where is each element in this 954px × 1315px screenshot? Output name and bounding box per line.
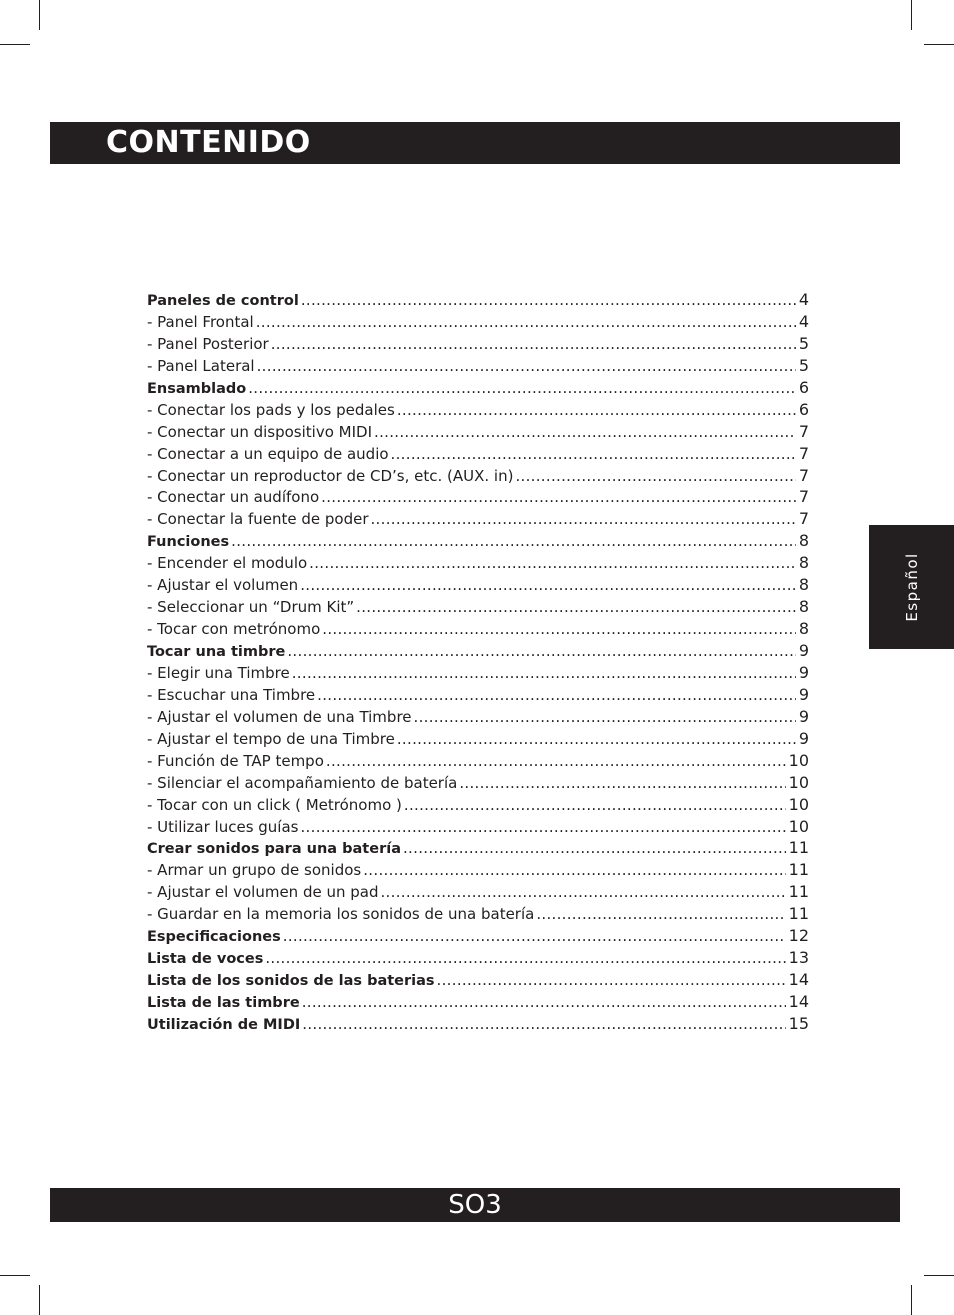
toc-entry [147,925,809,947]
toc-entry-title: - Utilizar luces guías [147,817,299,836]
toc-entry [147,816,809,838]
toc-entry-page: 7 [798,443,809,463]
toc-entry-page: 5 [798,333,809,353]
toc-dot-leader [397,400,796,422]
toc-entry-title: - Silenciar el acompañamiento de batería [147,773,458,792]
toc-entry-page: 7 [798,487,809,507]
crop-mark [924,1275,954,1276]
toc-entry [147,794,809,816]
toc-entry [147,728,809,750]
toc-entry-page: 11 [788,860,809,880]
toc-entry-title: - Conectar un reproductor de CD’s, etc. (AUX. in) [147,466,514,485]
toc-entry [147,706,809,728]
toc-entry-title: Especificaciones [147,929,281,946]
toc-entry-title: Funciones [147,534,230,551]
toc-dot-leader [414,707,796,729]
toc-entry-page: 10 [788,794,809,814]
toc-entry [147,618,809,640]
toc-entry-page: 9 [798,706,809,726]
toc-entry [147,1013,809,1035]
toc-dot-leader [231,531,796,553]
toc-entry-title: - Escuchar una Timbre [147,685,316,704]
toc-entry-title: - Elegir una Timbre [147,663,290,682]
toc-entry-title: Tocar una timbre [147,644,286,660]
toc-entry [147,969,809,991]
crop-mark [911,0,912,30]
toc-dot-leader [292,663,796,685]
toc-entry [147,596,809,618]
toc-entry [147,465,809,487]
toc-entry-title: - Panel Lateral [147,356,255,375]
toc-dot-leader [380,882,785,904]
toc-entry-page: 11 [788,838,809,858]
toc-entry-page: 4 [798,311,809,331]
toc-dot-leader [374,422,796,444]
toc-entry-title: - Panel Frontal [147,312,254,331]
toc-dot-leader [257,356,796,378]
toc-dot-leader [403,838,786,860]
toc-dot-leader [391,444,796,466]
toc-entry-page: 11 [788,904,809,924]
toc-entry [147,508,809,530]
toc-entry-page: 13 [788,948,809,968]
toc-entry-title: - Función de TAP tempo [147,751,324,770]
header-bar [50,122,900,164]
toc-entry-title: - Ajustar el volumen [147,576,299,595]
page-number: SO3 [448,1190,502,1220]
toc-entry [147,837,809,859]
toc-dot-leader [322,619,796,641]
toc-entry [147,421,809,443]
toc-dot-leader [271,334,796,356]
toc-dot-leader [317,685,796,707]
toc-entry [147,881,809,903]
toc-entry-page: 8 [798,597,809,617]
toc-dot-leader [302,1014,785,1036]
toc-entry [147,530,809,552]
toc-entry-page: 9 [798,641,809,660]
toc-dot-leader [300,817,785,839]
toc-entry-page: 9 [798,728,809,748]
toc-entry-title: - Encender el modulo [147,554,308,573]
toc-entry-page: 12 [788,926,809,946]
toc-dot-leader [326,751,786,773]
toc-entry-title: Ensamblado [147,380,247,397]
toc-dot-leader [536,904,785,926]
crop-mark [39,0,40,30]
toc-entry-title: Paneles de control [147,293,299,309]
toc-entry-title: Utilización de MIDI [147,1016,301,1033]
crop-mark [911,1285,912,1315]
toc-entry-page: 4 [798,290,809,309]
toc-entry-page: 8 [798,575,809,595]
toc-entry [147,662,809,684]
toc-entry-title: - Tocar con metrónomo [147,620,321,639]
toc-entry-title: - Conectar a un equipo de audio [147,444,389,463]
toc-entry [147,552,809,574]
toc-entry-page: 8 [798,553,809,573]
crop-mark [39,1285,40,1315]
language-tab [869,525,954,649]
toc-entry-title: - Ajustar el volumen de un pad [147,883,379,902]
toc-entry-page: 14 [788,970,809,990]
toc-entry-page: 10 [788,816,809,836]
toc-entry [147,333,809,355]
toc-entry-page: 10 [788,750,809,770]
toc-entry [147,377,809,399]
toc-entry-page: 8 [798,531,809,551]
toc-entry-page: 14 [788,992,809,1011]
footer-bar [50,1188,900,1222]
toc-dot-leader [256,312,796,334]
toc-entry [147,684,809,706]
toc-entry-title: - Conectar los pads y los pedales [147,400,395,419]
toc-dot-leader [356,597,796,619]
toc-entry-title: - Panel Posterior [147,334,269,353]
toc-dot-leader [459,773,785,795]
toc-entry [147,574,809,596]
toc-dot-leader [437,970,786,992]
toc-entry-title: - Tocar con un click ( Metrónomo ) [147,795,402,814]
toc-entry-page: 9 [798,662,809,682]
toc-entry-title: - Ajustar el volumen de una Timbre [147,707,412,726]
toc-dot-leader [301,290,796,312]
language-tab-label: Español [902,552,921,622]
toc-dot-leader [321,487,796,509]
toc-dot-leader [248,378,796,400]
toc-entry [147,640,809,662]
toc-entry-title: Crear sonidos para una batería [147,841,401,858]
toc-dot-leader [265,948,785,970]
toc-dot-leader [397,729,796,751]
toc-entry-title: Lista de los sonidos de las baterias [147,973,435,990]
toc-entry-title: - Conectar un dispositivo MIDI [147,422,372,441]
toc-entry-title: - Armar un grupo de sonidos [147,861,362,880]
toc-dot-leader [370,509,795,531]
toc-entry-page: 6 [798,377,809,397]
toc-entry-title: Lista de voces [147,951,264,968]
toc-entry-page: 7 [798,421,809,441]
toc-entry [147,289,809,311]
toc-entry-title: - Guardar en la memoria los sonidos de una batería [147,905,535,924]
toc-dot-leader [515,466,795,488]
toc-entry [147,772,809,794]
toc-dot-leader [283,926,786,948]
toc-entry [147,355,809,377]
toc-dot-leader [309,553,796,575]
toc-entry-page: 7 [798,509,809,529]
toc-entry-title: - Ajustar el tempo de una Timbre [147,729,395,748]
toc-dot-leader [302,992,786,1014]
crop-mark [0,44,30,45]
toc-entry [147,399,809,421]
toc-entry [147,991,809,1013]
toc-entry [147,903,809,925]
toc-entry-page: 15 [788,1013,809,1033]
toc-entry [147,443,809,465]
toc-entry-page: 9 [798,684,809,704]
toc-entry [147,311,809,333]
toc-entry-title: - Seleccionar un “Drum Kit” [147,598,355,617]
toc-entry-page: 8 [798,619,809,639]
toc-entry-title: - Conectar la fuente de poder [147,510,369,529]
toc-dot-leader [300,575,796,597]
toc-entry-page: 6 [798,399,809,419]
table-of-contents [147,289,809,1035]
toc-entry-page: 5 [798,355,809,375]
toc-entry [147,859,809,881]
toc-dot-leader [404,795,786,817]
toc-entry [147,486,809,508]
toc-entry-title: Lista de las timbre [147,995,300,1011]
toc-entry [147,750,809,772]
toc-dot-leader [287,641,795,663]
page-title: CONTENIDO [106,125,311,160]
toc-entry-page: 10 [788,772,809,792]
toc-entry-page: 7 [798,465,809,485]
toc-dot-leader [363,860,785,882]
toc-entry [147,947,809,969]
toc-entry-title: - Conectar un audífono [147,488,320,507]
crop-mark [0,1275,30,1276]
toc-entry-page: 11 [788,882,809,902]
crop-mark [924,44,954,45]
